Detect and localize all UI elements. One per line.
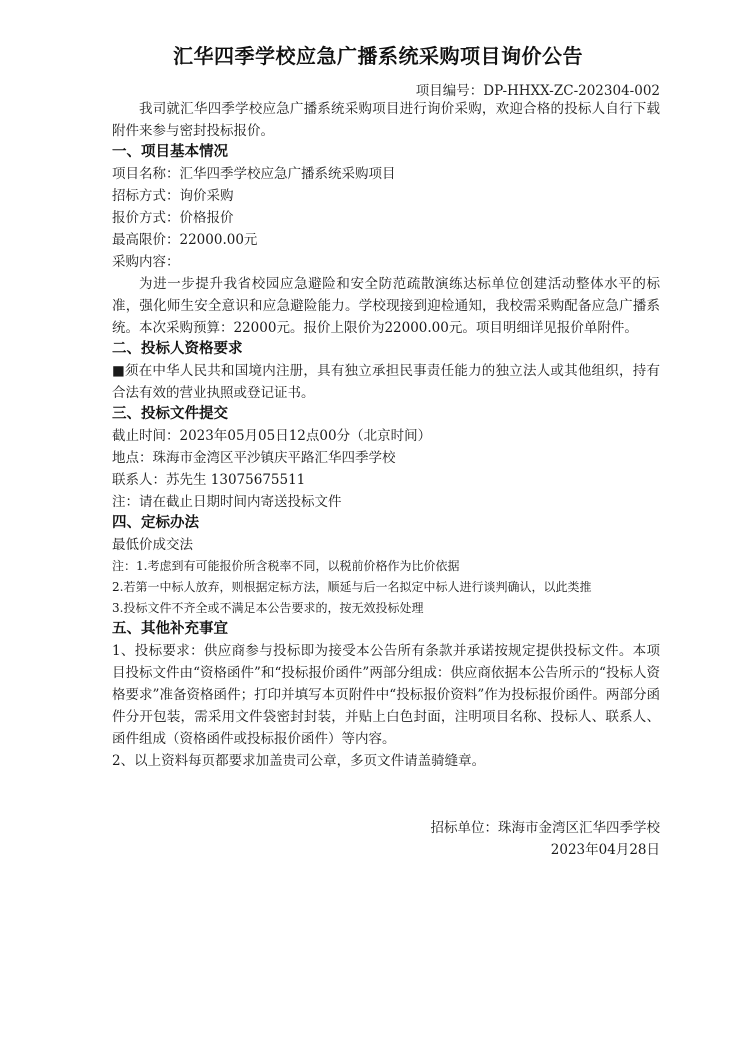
section-4-heading: 四、定标办法 xyxy=(112,515,199,531)
submission-note-line: 注：请在截止日期时间内寄送投标文件 xyxy=(112,494,342,510)
qualification-paragraph: ■须在中华人民共和国境内注册，具有独立承担民事责任能力的独立法人或其他组织，持有合法有效的营业执照或登记证书。 xyxy=(112,363,660,401)
section-5-heading: 五、其他补充事宜 xyxy=(112,621,228,637)
intro-paragraph: 我司就汇华四季学校应急广播系统采购项目进行询价采购，欢迎合格的投标人自行下载附件来参与密封投标报价。 xyxy=(112,101,660,139)
issue-date: 2023年04月28日 xyxy=(550,842,660,858)
bid-method-line: 招标方式：询价采购 xyxy=(112,188,234,204)
location-line: 地点：珠海市金湾区平沙镇庆平路汇华四季学校 xyxy=(112,450,396,466)
supplement-item-1: 1、投标要求：供应商参与投标即为接受本公告所有条款并承诺按规定提供投标文件。本项目投标文件由“资格函件”和“投标报价函件”两部分组成：供应商依据本公告所示的“投标人资格要求”准备资格函件；打印并填写本页附件中“投标报价资料”作为投标报价函件。两部分函件分开包装，需采用文件袋密封封装，并贴上白色封面，注明项目名称、投标人、联系人、函件组成（资格函件或投标报价函件）等内容。 xyxy=(112,643,660,747)
supplement-item-2: 2、以上资料每页都要求加盖贵司公章，多页文件请盖骑缝章。 xyxy=(112,753,486,769)
award-method-line: 最低价成交法 xyxy=(112,537,193,553)
award-note-3: 3.投标文件不齐全或不满足本公告要求的，按无效投标处理 xyxy=(112,601,424,615)
section-3-heading: 三、投标文件提交 xyxy=(112,406,228,422)
issuing-unit: 招标单位：珠海市金湾区汇华四季学校 xyxy=(430,820,660,836)
signature-block xyxy=(431,817,661,861)
max-price-line: 最高限价：22000.00元 xyxy=(112,232,258,248)
procurement-content-paragraph: 为进一步提升我省校园应急避险和安全防范疏散演练达标单位创建活动整体水平的标准，强化师生安全意识和应急避险能力。学校现接到迎检通知，我校需采购配备应急广播系统。本次采购预算：22000元。报价上限价为22000.00元。项目明细详见报价单附件。 xyxy=(112,276,660,336)
document-body xyxy=(112,98,660,772)
quote-method-line: 报价方式：价格报价 xyxy=(112,210,234,226)
award-note-1: 注：1.考虑到有可能报价所含税率不同，以税前价格作为比价依据 xyxy=(112,559,460,573)
contact-line: 联系人：苏先生 13075675511 xyxy=(112,472,306,488)
document-title: 汇华四季学校应急广播系统采购项目询价公告 xyxy=(173,44,583,68)
section-1-heading: 一、项目基本情况 xyxy=(112,144,228,160)
project-name-line: 项目名称：汇华四季学校应急广播系统采购项目 xyxy=(112,166,396,182)
section-2-heading: 二、投标人资格要求 xyxy=(112,341,243,357)
award-note-2: 2.若第一中标人放弃，则根据定标方法，顺延与后一名拟定中标人进行谈判确认，以此类推 xyxy=(112,580,592,594)
procurement-content-label: 采购内容： xyxy=(112,254,180,270)
project-number: 项目编号：DP-HHXX-ZC-202304-002 xyxy=(415,83,660,99)
deadline-line: 截止时间：2023年05月05日12点00分（北京时间） xyxy=(112,428,432,444)
